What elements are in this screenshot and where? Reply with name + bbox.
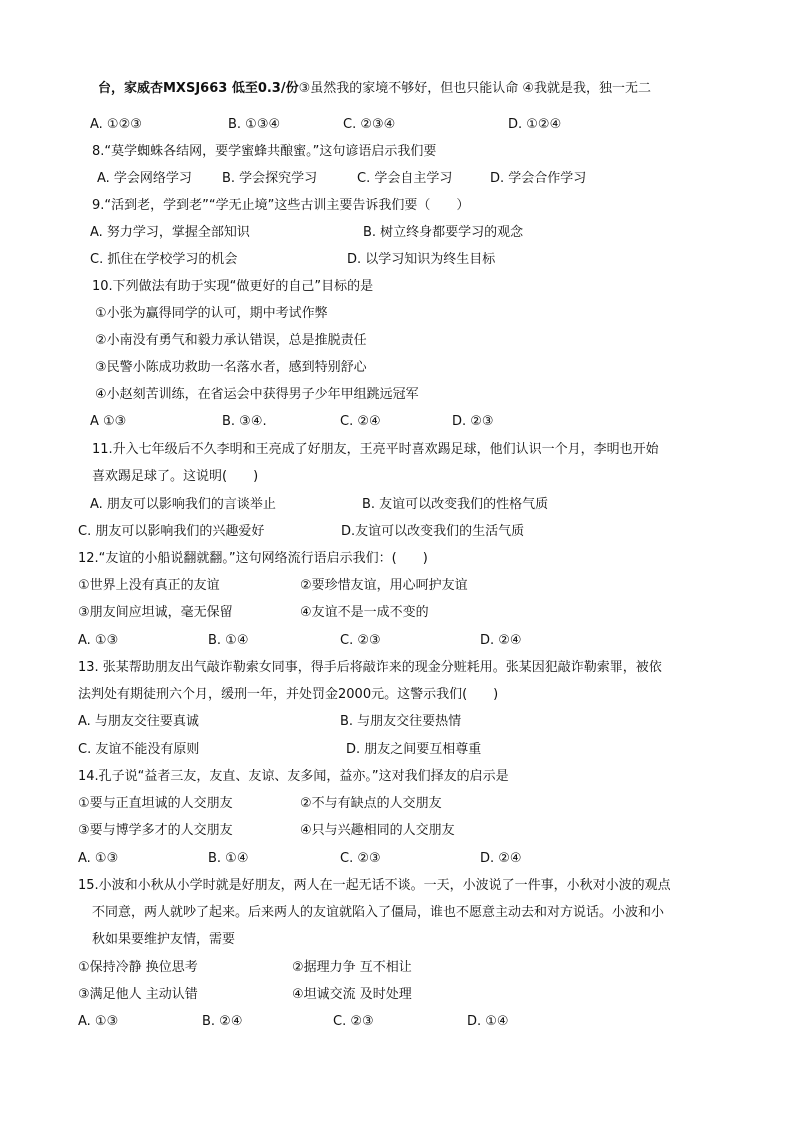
- q14-item-3: ③要与博学多才的人交朋友: [78, 823, 233, 838]
- q14-option-a: A. ①③: [78, 851, 119, 866]
- q11-option-c: C. 朋友可以影响我们的兴趣爱好: [78, 524, 265, 539]
- q9-option-c: C. 抓住在学校学习的机会: [90, 252, 238, 267]
- q8-option-d: D. 学会合作学习: [490, 171, 587, 186]
- q13-option-c: C. 友谊不能没有原则: [78, 742, 200, 757]
- q10-option-b: B. ③④.: [222, 414, 267, 429]
- q9-option-b: B. 树立终身都要学习的观念: [363, 225, 524, 240]
- q8-option-b: B. 学会探究学习: [222, 171, 318, 186]
- q7-option-c: C. ②③④: [343, 117, 396, 132]
- q10-item-2: ②小南没有勇气和毅力承认错误，总是推脱责任: [95, 333, 367, 348]
- q12-option-c: C. ②③: [340, 633, 381, 648]
- q11-option-a: A. 朋友可以影响我们的言谈举止: [90, 497, 276, 512]
- q11-option-b: B. 友谊可以改变我们的性格气质: [362, 497, 549, 512]
- q12-option-a: A. ①③: [78, 633, 119, 648]
- q11-stem-line2: 喜欢踢足球了。这说明( ): [92, 469, 259, 484]
- q15-option-a: A. ①③: [78, 1014, 119, 1029]
- q15-option-b: B. ②④: [202, 1014, 243, 1029]
- q12-item-2: ②要珍惜友谊，用心呵护友谊: [300, 578, 468, 593]
- q13-option-a: A. 与朋友交往要真诚: [78, 714, 199, 729]
- q14-item-2: ②不与有缺点的人交朋友: [300, 796, 442, 811]
- q9-option-d: D. 以学习知识为终生目标: [347, 252, 496, 267]
- q8-stem: 8.“莫学蜘蛛各结网，要学蜜蜂共酿蜜。”这句谚语启示我们要: [92, 144, 437, 159]
- q15-item-2: ②据理力争 互不相让: [292, 960, 412, 975]
- q10-item-4: ④小赵刻苦训练，在省运会中获得男子少年甲组跳远冠军: [95, 387, 419, 402]
- q14-stem: 14.孔子说“益者三友，友直、友谅、友多闻，益亦。”这对我们择友的启示是: [78, 769, 509, 784]
- q14-option-b: B. ①④: [208, 851, 249, 866]
- q15-option-d: D. ①④: [467, 1014, 509, 1029]
- top-line-rest: ③虽然我的家境不够好，但也只能认命 ④我就是我，独一无二: [298, 81, 652, 96]
- q15-item-4: ④坦诚交流 及时处理: [292, 987, 412, 1002]
- q10-option-c: C. ②④: [340, 414, 381, 429]
- q7-option-b: B. ①③④: [228, 117, 281, 132]
- q10-option-d: D. ②③: [452, 414, 494, 429]
- q14-item-1: ①要与正直坦诚的人交朋友: [78, 796, 233, 811]
- q10-option-a: A ①③: [90, 414, 127, 429]
- q13-stem-line2: 法判处有期徒刑六个月，缓刑一年，并处罚金2000元。这警示我们( ): [78, 687, 499, 702]
- q15-stem-line3: 秋如果要维护友情，需要: [92, 932, 236, 947]
- q10-item-1: ①小张为赢得同学的认可，期中考试作弊: [95, 306, 328, 321]
- q15-item-1: ①保持冷静 换位思考: [78, 960, 198, 975]
- q15-item-3: ③满足他人 主动认错: [78, 987, 198, 1002]
- q14-item-4: ④只与兴趣相同的人交朋友: [300, 823, 455, 838]
- q12-stem: 12.“友谊的小船说翻就翻。”这句网络流行语启示我们：( ): [78, 551, 428, 566]
- q13-option-b: B. 与朋友交往要热情: [340, 714, 462, 729]
- q7-option-a: A. ①②③: [90, 117, 142, 132]
- q12-item-3: ③朋友间应坦诚，毫无保留: [78, 605, 233, 620]
- q12-option-b: B. ①④: [208, 633, 249, 648]
- q15-option-c: C. ②③: [333, 1014, 374, 1029]
- q15-stem-line2: 不同意，两人就吵了起来。后来两人的友谊就陷入了僵局，谁也不愿意主动去和对方说话。小波和小: [92, 905, 665, 920]
- q7-option-d: D. ①②④: [508, 117, 562, 132]
- q8-option-c: C. 学会自主学习: [357, 171, 453, 186]
- q13-stem-line1: 13. 张某帮助朋友出气敲诈勒索女同事，得手后将敲诈来的现金分赃耗用。张某因犯敲诈勒索罪，被依: [78, 660, 662, 675]
- q12-item-4: ④友谊不是一成不变的: [300, 605, 429, 620]
- q11-option-d: D.友谊可以改变我们的生活气质: [341, 524, 525, 539]
- q8-option-a: A. 学会网络学习: [97, 171, 192, 186]
- top-line: [98, 80, 651, 98]
- q12-option-d: D. ②④: [480, 633, 522, 648]
- q15-stem-line1: 15.小波和小秋从小学时就是好朋友，两人在一起无话不谈。一天，小波说了一件事，小秋对小波的观点: [78, 878, 671, 893]
- ad-text: 台，家威杏MXSJ663 低至0.3/份: [98, 81, 299, 96]
- q10-item-3: ③民警小陈成功救助一名落水者，感到特别舒心: [95, 360, 367, 375]
- q10-stem: 10.下列做法有助于实现“做更好的自己”目标的是: [92, 279, 374, 294]
- q9-stem: 9.“活到老，学到老”“学无止境”这些古训主要告诉我们要（ ）: [92, 198, 470, 213]
- q12-item-1: ①世界上没有真正的友谊: [78, 578, 220, 593]
- q14-option-c: C. ②③: [340, 851, 381, 866]
- q13-option-d: D. 朋友之间要互相尊重: [346, 742, 482, 757]
- q9-option-a: A. 努力学习，掌握全部知识: [90, 225, 250, 240]
- q11-stem-line1: 11.升入七年级后不久李明和王亮成了好朋友，王亮平时喜欢踢足球，他们认识一个月，李明也开始: [92, 442, 659, 457]
- q14-option-d: D. ②④: [480, 851, 522, 866]
